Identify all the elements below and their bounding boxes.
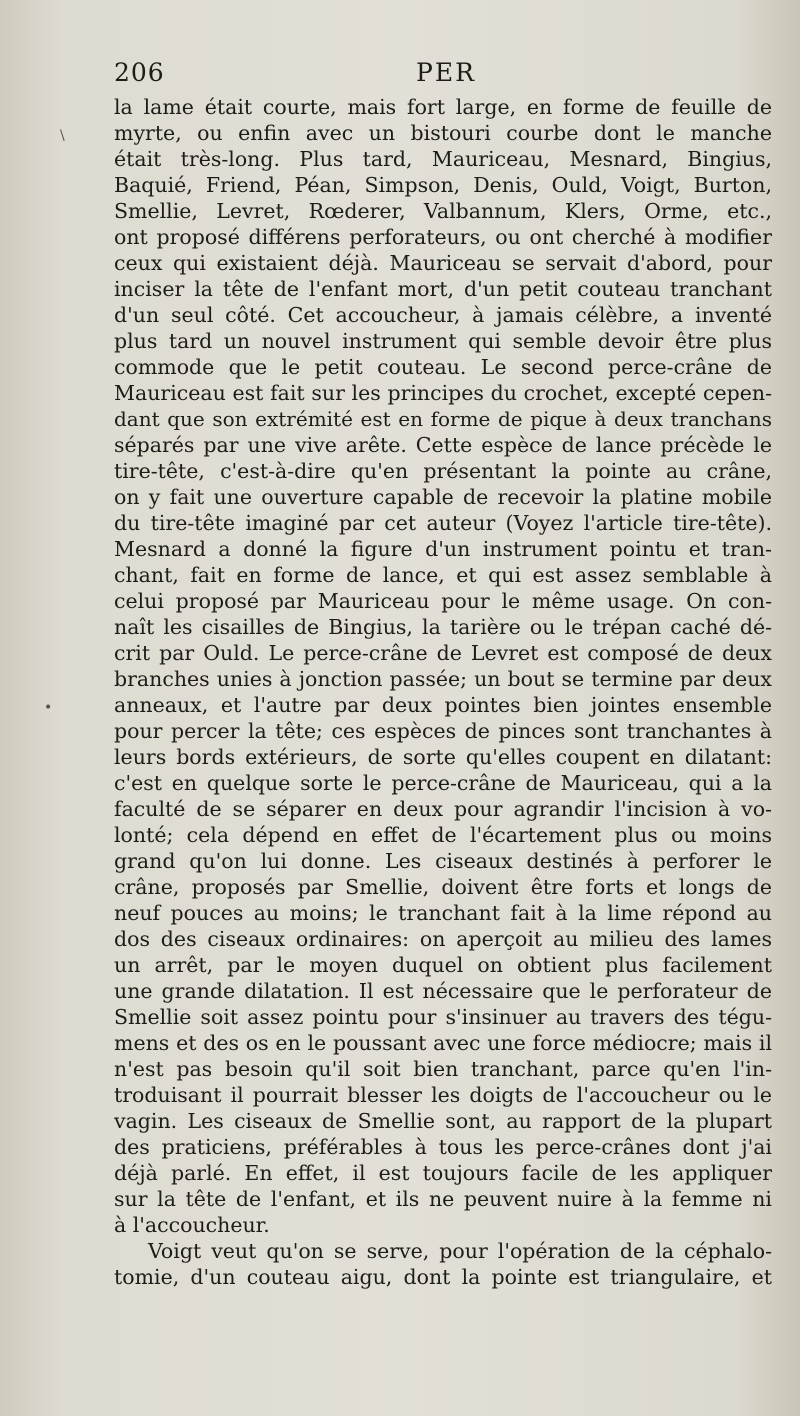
paragraph-end-line: à l'accoucheur. bbox=[114, 1213, 270, 1237]
paragraph-start-line: Voigt veut qu'on se serve, pour l'opération de la céphalo- bbox=[148, 1239, 772, 1263]
text-line: ceux qui existaient déjà. Mauriceau se servait d'abord, pour bbox=[114, 251, 772, 275]
text-line: déjà parlé. En effet, il est toujours facile de les appliquer bbox=[114, 1161, 772, 1185]
text-line: neuf pouces au moins; le tranchant fait à la lime répond au bbox=[114, 901, 772, 925]
text-line: d'un seul côté. Cet accoucheur, à jamais célèbre, a inventé bbox=[114, 303, 772, 327]
text-line: mens et des os en le poussant avec une force médiocre; mais il bbox=[114, 1031, 772, 1055]
text-line: un arrêt, par le moyen duquel on obtient plus facilement bbox=[114, 953, 772, 977]
text-line: troduisant il pourrait blesser les doigts de l'accoucheur ou le bbox=[114, 1083, 772, 1107]
text-line: myrte, ou enfin avec un bistouri courbe dont le manche bbox=[114, 121, 772, 145]
text-line: inciser la tête de l'enfant mort, d'un petit couteau tranchant bbox=[114, 277, 772, 301]
margin-mark: • bbox=[44, 700, 53, 716]
text-line: commode que le petit couteau. Le second perce-crâne de bbox=[114, 355, 772, 379]
margin-mark: \ bbox=[60, 128, 65, 144]
text-line: branches unies à jonction passée; un bout se termine par deux bbox=[114, 667, 772, 691]
text-line: tire-tête, c'est-à-dire qu'en présentant la pointe au crâne, bbox=[114, 459, 772, 483]
text-line: une grande dilatation. Il est nécessaire que le perforateur de bbox=[114, 979, 772, 1003]
text-line: dant que son extrémité est en forme de pique à deux tranchans bbox=[114, 407, 772, 431]
text-line: crâne, proposés par Smellie, doivent être forts et longs de bbox=[114, 875, 772, 899]
text-line: Baquié, Friend, Péan, Simpson, Denis, Ould, Voigt, Burton, bbox=[114, 173, 772, 197]
text-line: Smellie, Levret, Rœderer, Valbannum, Klers, Orme, etc., bbox=[114, 199, 772, 223]
text-line: tomie, d'un couteau aigu, dont la pointe est triangulaire, et bbox=[114, 1265, 772, 1289]
text-line: c'est en quelque sorte le perce-crâne de Mauriceau, qui a la bbox=[114, 771, 772, 795]
text-line: leurs bords extérieurs, de sorte qu'elles coupent en dilatant: bbox=[114, 745, 772, 769]
text-line: séparés par une vive arête. Cette espèce de lance précède le bbox=[114, 433, 772, 457]
text-line: crit par Ould. Le perce-crâne de Levret est composé de deux bbox=[114, 641, 772, 665]
text-line: Smellie soit assez pointu pour s'insinuer au travers des tégu- bbox=[114, 1005, 772, 1029]
text-line: n'est pas besoin qu'il soit bien tranchant, parce qu'en l'in- bbox=[114, 1057, 772, 1081]
page-header bbox=[114, 58, 774, 92]
text-line: plus tard un nouvel instrument qui semble devoir être plus bbox=[114, 329, 772, 353]
text-line: pour percer la tête; ces espèces de pinces sont tranchantes à bbox=[114, 719, 772, 743]
page-number: 206 bbox=[114, 58, 165, 87]
text-line: naît les cisailles de Bingius, la tarière ou le trépan caché dé- bbox=[114, 615, 772, 639]
text-line: des praticiens, préférables à tous les perce-crânes dont j'ai bbox=[114, 1135, 772, 1159]
running-head: PER bbox=[416, 58, 476, 87]
text-line: était très-long. Plus tard, Mauriceau, Mesnard, Bingius, bbox=[114, 147, 772, 171]
text-line: du tire-tête imaginé par cet auteur (Voyez l'article tire-tête). bbox=[114, 511, 772, 535]
text-line: lonté; cela dépend en effet de l'écartement plus ou moins bbox=[114, 823, 772, 847]
text-line: anneaux, et l'autre par deux pointes bien jointes ensemble bbox=[114, 693, 772, 717]
text-line: dos des ciseaux ordinaires: on aperçoit au milieu des lames bbox=[114, 927, 772, 951]
text-line: Mauriceau est fait sur les principes du crochet, excepté cepen- bbox=[114, 381, 772, 405]
text-line: Mesnard a donné la figure d'un instrument pointu et tran- bbox=[114, 537, 772, 561]
text-line: la lame était courte, mais fort large, en forme de feuille de bbox=[114, 95, 772, 119]
text-line: faculté de se séparer en deux pour agrandir l'incision à vo- bbox=[114, 797, 772, 821]
text-line: on y fait une ouverture capable de recevoir la platine mobile bbox=[114, 485, 772, 509]
text-line: chant, fait en forme de lance, et qui est assez semblable à bbox=[114, 563, 772, 587]
text-line: celui proposé par Mauriceau pour le même usage. On con- bbox=[114, 589, 772, 613]
text-line: ont proposé différens perforateurs, ou ont cherché à modifier bbox=[114, 225, 772, 249]
text-line: vagin. Les ciseaux de Smellie sont, au rapport de la plupart bbox=[114, 1109, 772, 1133]
text-line: grand qu'on lui donne. Les ciseaux destinés à perforer le bbox=[114, 849, 772, 873]
text-line: sur la tête de l'enfant, et ils ne peuvent nuire à la femme ni bbox=[114, 1187, 772, 1211]
body-text bbox=[114, 94, 772, 1290]
